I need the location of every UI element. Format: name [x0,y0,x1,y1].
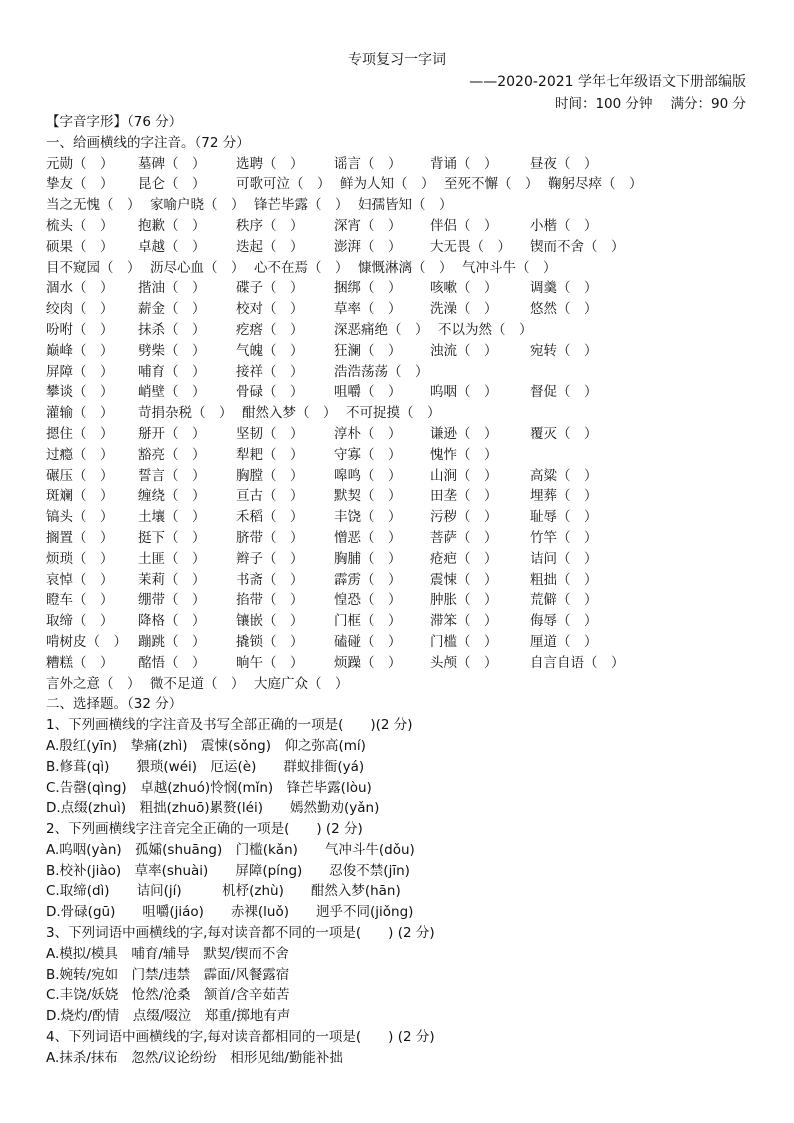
exercise-item: 当之无愧（ ） [46,197,141,214]
exercise-row [46,237,766,258]
exercise-row [46,528,766,549]
answer-option[interactable]: C.取缔(dì) 诘问(jí) 机杼(zhù) 酣然入梦(hān) [46,883,401,900]
exercise-item: 厘道（ ） [530,633,598,650]
exercise-item: 抱歉（ ） [138,217,206,234]
answer-option[interactable]: D.骨碌(gū) 咀嚼(jiáo) 赤裸(luǒ) 迥乎不同(jiǒng) [46,904,414,921]
exercise-item: 高粱（ ） [530,467,598,484]
exercise-item: 耻辱（ ） [530,509,598,526]
exercise-item: 惶恐（ ） [334,592,402,609]
exercise-item: 狂澜（ ） [334,342,402,359]
exercise-row [46,486,766,507]
answer-option[interactable]: C.告罄(qìng) 卓越(zhuó)怜悯(mǐn) 锋芒毕露(lòu) [46,779,372,796]
exercise-row [46,403,766,424]
exercise-item: 亘古（ ） [236,488,304,505]
exercise-item: 菩萨（ ） [430,529,498,546]
exercise-item: 犁耙（ ） [236,446,304,463]
exercise-item: 大无畏（ ） [430,238,511,255]
exercise-item: 荒僻（ ） [530,592,598,609]
exercise-item: 诘问（ ） [530,550,598,567]
exercise-item: 蹦跳（ ） [138,633,206,650]
exercise-item: 坚韧（ ） [236,425,304,442]
exercise-item: 挚友（ ） [46,176,114,193]
exercise-item: 晌午（ ） [236,654,304,671]
exercise-row [46,590,766,611]
answer-option[interactable]: A.殷红(yīn) 挚痛(zhì) 震悚(sǒng) 仰之弥高(mí) [46,737,366,754]
document-title: 专项复习一字词 [348,52,446,68]
exercise-item: 绷带（ ） [138,592,206,609]
exercise-item: 妇孺皆知（ ） [358,197,453,214]
question-stem: 4、下列词语中画横线的字,每对读音都相同的一项是( ) (2 分) [46,1029,435,1046]
exercise-item: 土壤（ ） [138,509,206,526]
exercise-item: 震悚（ ） [430,571,498,588]
exercise-item: 掐带（ ） [236,592,304,609]
exercise-item: 元勋（ ） [46,155,114,172]
exercise-item: 不可捉摸（ ） [346,405,441,422]
exercise-item: 大庭广众（ ） [254,675,349,692]
exercise-item: 辫子（ ） [236,550,304,567]
exercise-item: 摁住（ ） [46,425,114,442]
exercise-item: 磕碰（ ） [334,633,402,650]
exercise-row [46,466,766,487]
exercise-row [46,278,766,299]
exercise-item: 撬锁（ ） [236,633,304,650]
exercise-item: 脐带（ ） [236,529,304,546]
answer-option[interactable]: B.修葺(qì) 猥琐(wéi) 厄运(è) 群蚁排衙(yá) [46,758,365,775]
exercise-item: 憎恶（ ） [334,529,402,546]
exercise-item: 搁置（ ） [46,529,114,546]
exercise-item: 碾压（ ） [46,467,114,484]
exercise-item: 锲而不舍（ ） [530,238,625,255]
exercise-item: 过瘾（ ） [46,446,114,463]
answer-option[interactable]: D.点缀(zhuì) 粗拙(zhuō)累赘(léi) 嫣然勤劝(yǎn) [46,800,380,817]
exercise-item: 揩油（ ） [138,280,206,297]
exercise-item: 心不在焉（ ） [254,259,349,276]
exercise-item: 至死不懈（ ） [444,176,539,193]
exercise-row [46,549,766,570]
exercise-item: 鲜为人知（ ） [340,176,435,193]
exercise-item: 选聘（ ） [236,155,304,172]
document-subtitle: ——2020-2021 学年七年级语文下册部编版 [469,74,746,90]
exercise-item: 镐头（ ） [46,509,114,526]
question-stem: 1、下列画横线的字注音及书写全部正确的一项是( )(2 分) [46,717,413,734]
full-score: 满分：90 分 [670,96,746,112]
exercise-item: 覆灭（ ） [530,425,598,442]
exercise-item: 涸水（ ） [46,280,114,297]
answer-option[interactable]: A.抹杀/抹布 忽然/议论纷纷 相形见绌/勤能补拙 [46,1049,343,1066]
exercise-item: 微不足道（ ） [150,675,245,692]
exercise-row [46,507,766,528]
exercise-item: 锋芒毕露（ ） [254,197,349,214]
exercise-item: 书斋（ ） [236,571,304,588]
exercise-item: 卓越（ ） [138,238,206,255]
exercise-item: 霹雳（ ） [334,571,402,588]
exercise-row [46,299,766,320]
pinyin-exercise-grid [46,154,766,695]
exercise-item: 深宵（ ） [334,217,402,234]
exercise-row [46,445,766,466]
exercise-item: 秩序（ ） [236,217,304,234]
exercise-item: 谣言（ ） [334,155,402,172]
exercise-item: 梳头（ ） [46,217,114,234]
exercise-item: 小楷（ ） [530,217,598,234]
exercise-item: 门框（ ） [334,613,402,630]
exercise-item: 洗澡（ ） [430,301,498,318]
exercise-item: 茉莉（ ） [138,571,206,588]
exercise-item: 宛转（ ） [530,342,598,359]
exercise-row [46,570,766,591]
exercise-item: 糟糕（ ） [46,654,114,671]
exercise-item: 哺育（ ） [138,363,206,380]
exercise-row [46,320,766,341]
exercise-item: 硕果（ ） [46,238,114,255]
exercise-row [46,216,766,237]
exercise-row [46,154,766,175]
exercise-item: 降格（ ） [138,613,206,630]
exercise-item: 侮辱（ ） [530,613,598,630]
exercise-item: 绞肉（ ） [46,301,114,318]
exercise-row [46,341,766,362]
exercise-item: 骨碌（ ） [236,384,304,401]
exercise-item: 默契（ ） [334,488,402,505]
exercise-item: 疮疤（ ） [430,550,498,567]
exercise-item: 沥尽心血（ ） [150,259,245,276]
exercise-item: 墓碑（ ） [138,155,206,172]
exercise-item: 浊流（ ） [430,342,498,359]
exercise-item: 斑斓（ ） [46,488,114,505]
exercise-item: 酣然入梦（ ） [242,405,337,422]
exercise-item: 哀悼（ ） [46,571,114,588]
exercise-item: 镶嵌（ ） [236,613,304,630]
answer-option[interactable]: B.婉转/宛如 门禁/违禁 霹面/风餐露宿 [46,966,290,983]
exercise-item: 胸脯（ ） [334,550,402,567]
exercise-item: 烦躁（ ） [334,654,402,671]
exercise-item: 愧怍（ ） [430,446,498,463]
exercise-item: 攀谈（ ） [46,384,114,401]
answer-option[interactable]: A.呜咽(yàn) 孤孀(shuāng) 门槛(kǎn) 气冲斗牛(dǒu) [46,841,415,858]
exercise-item: 背诵（ ） [430,155,498,172]
exercise-item: 淳朴（ ） [334,425,402,442]
answer-option[interactable]: C.丰饶/妖娆 怆然/沧桑 颔首/含辛茹苦 [46,987,290,1004]
exercise-item: 吩咐（ ） [46,321,114,338]
exercise-item: 劈柴（ ） [138,342,206,359]
exam-meta [555,92,746,112]
exercise-item: 迭起（ ） [236,238,304,255]
exercise-item: 土匪（ ） [138,550,206,567]
question-stem: 2、下列画横线字注音完全正确的一项是( ) (2 分) [46,821,363,838]
exercise-row [46,258,766,279]
exercise-item: 自言自语（ ） [530,654,625,671]
exercise-item: 挺下（ ） [138,529,206,546]
exercise-item: 缠绕（ ） [138,488,206,505]
exercise-item: 酩悟（ ） [138,654,206,671]
exercise-item: 取缔（ ） [46,613,114,630]
exercise-item: 滞笨（ ） [430,613,498,630]
exercise-item: 苛捐杂税（ ） [138,405,233,422]
exercise-item: 可歌可泣（ ） [236,176,331,193]
exercise-row [46,424,766,445]
exercise-item: 头颅（ ） [430,654,498,671]
exercise-item: 气冲斗牛（ ） [462,259,557,276]
answer-option[interactable]: A.模拟/模具 哺育/辅导 默契/锲而不舍 [46,945,289,962]
exercise-item: 调羹（ ） [530,280,598,297]
exercise-item: 慷慨淋漓（ ） [358,259,453,276]
exercise-item: 掰开（ ） [138,425,206,442]
exercise-item: 粗拙（ ） [530,571,598,588]
exercise-item: 抹杀（ ） [138,321,206,338]
exercise-item: 深恶痛绝（ ） [334,321,429,338]
exercise-item: 丰饶（ ） [334,509,402,526]
exercise-item: 悠然（ ） [530,301,598,318]
exercise-item: 督促（ ） [530,384,598,401]
exercise-item: 灌输（ ） [46,405,114,422]
exercise-item: 巅峰（ ） [46,342,114,359]
exercise-item: 誓言（ ） [138,467,206,484]
exercise-item: 伴侣（ ） [430,217,498,234]
exercise-item: 目不窥园（ ） [46,259,141,276]
exercise-item: 校对（ ） [236,301,304,318]
exercise-item: 薪金（ ） [138,301,206,318]
exercise-item: 言外之意（ ） [46,675,141,692]
exercise-item: 昼夜（ ） [530,155,598,172]
exercise-item: 山涧（ ） [430,467,498,484]
exercise-row [46,653,766,674]
exercise-item: 烦琐（ ） [46,550,114,567]
exercise-row [46,382,766,403]
exercise-item: 峭壁（ ） [138,384,206,401]
part2-heading: 二、选择题。（32 分） [46,696,183,713]
exercise-item: 浩浩荡荡（ ） [334,363,429,380]
exercise-item: 咳嗽（ ） [430,280,498,297]
exercise-item: 啃树皮（ ） [46,633,127,650]
choice-questions [46,715,766,1069]
exercise-item: 屏障（ ） [46,363,114,380]
exercise-item: 守寡（ ） [334,446,402,463]
exercise-row [46,195,766,216]
exercise-item: 竹竿（ ） [530,529,598,546]
part1-heading: 一、给画横线的字注音。（72 分） [46,134,250,151]
exercise-item: 田垄（ ） [430,488,498,505]
exercise-row [46,674,766,695]
exercise-item: 嗥鸣（ ） [334,467,402,484]
exercise-item: 家喻户晓（ ） [150,197,245,214]
exercise-item: 碟子（ ） [236,280,304,297]
exercise-item: 鞠躬尽瘁（ ） [548,176,643,193]
exercise-item: 气魄（ ） [236,342,304,359]
exercise-item: 豁亮（ ） [138,446,206,463]
exercise-item: 捆绑（ ） [334,280,402,297]
document-body [46,112,766,1069]
exercise-item: 谦逊（ ） [430,425,498,442]
exercise-item: 门槛（ ） [430,633,498,650]
exercise-item: 污秽（ ） [430,509,498,526]
exercise-item: 胸膛（ ） [236,467,304,484]
exercise-row [46,362,766,383]
exercise-row [46,632,766,653]
exercise-row [46,611,766,632]
exercise-item: 咀嚼（ ） [334,384,402,401]
question-stem: 3、下列词语中画横线的字,每对读音都不同的一项是( ) (2 分) [46,925,435,942]
answer-option[interactable]: B.校补(jiào) 草率(shuài) 屏障(píng) 忍俊不禁(jīn) [46,862,410,879]
time-limit: 时间：100 分钟 [554,96,653,112]
exercise-item: 呜咽（ ） [430,384,498,401]
exercise-item: 昆仑（ ） [138,176,206,193]
exercise-item: 疙瘩（ ） [236,321,304,338]
section-heading: 【字音字形】（76 分） [46,114,183,130]
exercise-item: 澎湃（ ） [334,238,402,255]
exercise-item: 接祥（ ） [236,363,304,380]
exercise-item: 草率（ ） [334,301,402,318]
exercise-item: 不以为然（ ） [438,321,533,338]
exercise-item: 埋葬（ ） [530,488,598,505]
exercise-item: 肿胀（ ） [430,592,498,609]
exercise-item: 禾稻（ ） [236,509,304,526]
answer-option[interactable]: D.烧灼/酌情 点缀/啜泣 郑重/掷地有声 [46,1008,291,1025]
exercise-row [46,174,766,195]
exercise-item: 瞪车（ ） [46,592,114,609]
